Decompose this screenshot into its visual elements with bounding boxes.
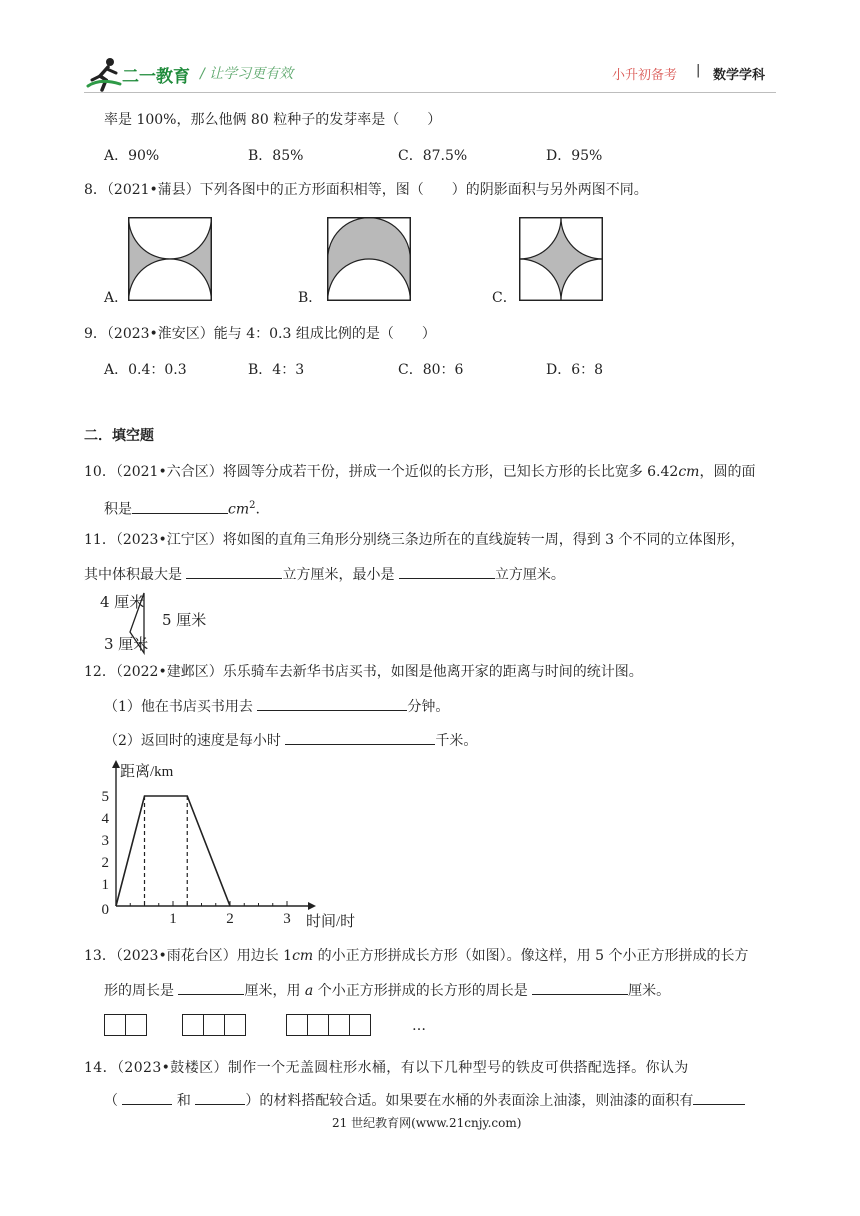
q10-answer-blank[interactable] bbox=[132, 499, 228, 514]
unit-square bbox=[104, 1014, 126, 1036]
unit-square bbox=[307, 1014, 329, 1036]
q11-answer-blank-min[interactable] bbox=[399, 564, 495, 579]
q7-option-c: C．87.5% bbox=[398, 148, 468, 164]
q12-sub1 bbox=[104, 696, 449, 717]
header-exam-label: 小升初备考 bbox=[612, 68, 678, 83]
q14-line2-and: 和 bbox=[176, 1093, 191, 1109]
q8-label-a: A． bbox=[104, 290, 129, 306]
q12-sub2-unit: 千米。 bbox=[435, 733, 478, 749]
header-subject-label: 数学学科 bbox=[713, 68, 766, 83]
y-axis-arrow bbox=[112, 760, 120, 768]
x-tick-label: 3 bbox=[283, 911, 291, 927]
q10-line2-end: . bbox=[255, 501, 260, 518]
y-tick-label: 2 bbox=[101, 855, 109, 871]
q13-line2-b: 厘米，用 bbox=[244, 983, 301, 999]
q8-label-b: B． bbox=[298, 290, 323, 306]
q13-line1 bbox=[84, 946, 748, 966]
q11-answer-blank-max[interactable] bbox=[186, 564, 282, 579]
q9-option-c: C．80：6 bbox=[398, 362, 464, 378]
q8-label-c: C． bbox=[492, 290, 517, 306]
q11-line2-a: 其中体积最大是 bbox=[84, 567, 182, 583]
q10-line2-unit: cm bbox=[228, 501, 250, 518]
q12-sub2 bbox=[104, 730, 477, 751]
q9-option-d: D．6：8 bbox=[546, 362, 604, 378]
distance-line bbox=[116, 796, 230, 906]
q14-line2-tail: ）的材料搭配较合适。如果要在水桶的外表面涂上油漆，则油漆的面积有 bbox=[245, 1093, 694, 1109]
q13-line2 bbox=[104, 980, 670, 1001]
q10-line1 bbox=[84, 462, 755, 482]
x-axis-arrow bbox=[308, 902, 316, 910]
q13-ellipsis: … bbox=[412, 1018, 426, 1034]
q11-label-5cm: 5 厘米 bbox=[162, 611, 207, 629]
q14-line1: 14．（2023•鼓楼区）制作一个无盖圆柱形水桶，有以下几种型号的铁皮可供搭配选择。你认为 bbox=[84, 1060, 689, 1076]
q13-line1-unit: cm bbox=[292, 948, 314, 964]
unit-square bbox=[203, 1014, 225, 1036]
logo-text: 二一教育 bbox=[122, 67, 190, 87]
x-tick-label: 1 bbox=[169, 911, 177, 927]
runner-logo-icon bbox=[86, 56, 122, 92]
q9-option-b: B．4：3 bbox=[248, 362, 305, 378]
y-tick-label: 1 bbox=[101, 877, 109, 893]
q12-answer-blank-1[interactable] bbox=[257, 696, 407, 711]
q8-figure-b bbox=[327, 217, 411, 301]
q11-line2-c: 立方厘米。 bbox=[494, 567, 565, 583]
x-tick-label: 2 bbox=[226, 911, 234, 927]
y-tick-label: 5 bbox=[101, 789, 109, 805]
x-axis-title: 时间/时 bbox=[306, 914, 356, 930]
q10-line1-tail: ，圆的面 bbox=[699, 464, 756, 480]
q7-option-b: B．85% bbox=[248, 148, 304, 164]
unit-square bbox=[224, 1014, 246, 1036]
q10-line2 bbox=[104, 496, 260, 520]
q7-option-a: A．90% bbox=[104, 148, 160, 164]
q13-line1-tail: 的小正方形拼成长方形（如图）。像这样，用 5 个小正方形拼成的长方 bbox=[313, 948, 749, 964]
q10-line2-text: 积是 bbox=[104, 501, 132, 518]
header-divider bbox=[84, 92, 776, 93]
unit-square bbox=[328, 1014, 350, 1036]
q8-figure-a bbox=[128, 217, 212, 301]
q11-line1: 11．（2023•江宁区）将如图的直角三角形分别绕三条边所在的直线旋转一周，得到 3 个不同的立体图形， bbox=[84, 532, 745, 548]
q12-sub1-text: （1）他在书店买书用去 bbox=[104, 699, 253, 715]
q10-line2-sup: 2 bbox=[249, 500, 256, 511]
q7-option-d: D．95% bbox=[546, 148, 603, 164]
q13-line2-c: 个小正方形拼成的长方形的周长是 bbox=[317, 983, 528, 999]
x-tick-label: 0 bbox=[101, 902, 109, 918]
slogan: / 让学习更有效 bbox=[200, 66, 294, 82]
q7-continuation: 率是 100%，那么他俩 80 粒种子的发芽率是（ ） bbox=[104, 112, 442, 128]
q12-distance-time-chart bbox=[96, 758, 376, 930]
unit-square bbox=[286, 1014, 308, 1036]
q14-answer-blank-2[interactable] bbox=[195, 1090, 245, 1105]
q13-line2-d: 厘米。 bbox=[628, 983, 671, 999]
page-footer: 21 世纪教育网(www.21cnjy.com) bbox=[332, 1116, 522, 1130]
header bbox=[0, 0, 860, 100]
q14-line2-open: （ bbox=[104, 1093, 118, 1109]
y-tick-label: 4 bbox=[101, 811, 109, 827]
unit-square bbox=[125, 1014, 147, 1036]
y-tick-label: 3 bbox=[101, 833, 109, 849]
q14-line2 bbox=[104, 1090, 745, 1111]
q10-line1-text: 10．（2021•六合区）将圆等分成若干份，拼成一个近似的长方形，已知长方形的长比宽多 6.42 bbox=[84, 464, 679, 480]
q12-stem: 12．（2022•建邺区）乐乐骑车去新华书店买书，如图是他离开家的距离与时间的统计图。 bbox=[84, 664, 643, 680]
q12-sub2-text: （2）返回时的速度是每小时 bbox=[104, 733, 281, 749]
unit-square bbox=[182, 1014, 204, 1036]
q11-label-4cm: 4 厘米 bbox=[100, 593, 145, 611]
q13-line2-var: a bbox=[304, 983, 314, 999]
q11-line2-b: 立方厘米，最小是 bbox=[282, 567, 395, 583]
q9-stem: 9．（2023•淮安区）能与 4：0.3 组成比例的是（ ） bbox=[84, 326, 436, 342]
q11-line2 bbox=[84, 564, 565, 585]
q14-answer-blank-3[interactable] bbox=[693, 1090, 745, 1105]
q13-line2-a: 形的周长是 bbox=[104, 983, 174, 999]
q13-answer-blank-2[interactable] bbox=[532, 980, 628, 995]
y-axis-title: 距离/km bbox=[120, 764, 174, 780]
section-title-fill-blank: 二．填空题 bbox=[84, 428, 154, 444]
q10-line1-unit: cm bbox=[678, 464, 700, 480]
q9-option-a: A．0.4：0.3 bbox=[104, 362, 187, 378]
q14-answer-blank-1[interactable] bbox=[122, 1090, 172, 1105]
q13-answer-blank-1[interactable] bbox=[178, 980, 244, 995]
q8-stem: 8．（2021•蒲县）下列各图中的正方形面积相等，图（ ）的阴影面积与另外两图不同。 bbox=[84, 182, 648, 198]
unit-square bbox=[349, 1014, 371, 1036]
q11-label-3cm: 3 厘米 bbox=[104, 635, 149, 653]
q12-sub1-unit: 分钟。 bbox=[407, 699, 450, 715]
q13-line1-text: 13．（2023•雨花台区）用边长 1 bbox=[84, 948, 293, 964]
q8-figure-c bbox=[519, 217, 603, 301]
header-separator: | bbox=[696, 63, 701, 78]
q12-answer-blank-2[interactable] bbox=[285, 730, 435, 745]
